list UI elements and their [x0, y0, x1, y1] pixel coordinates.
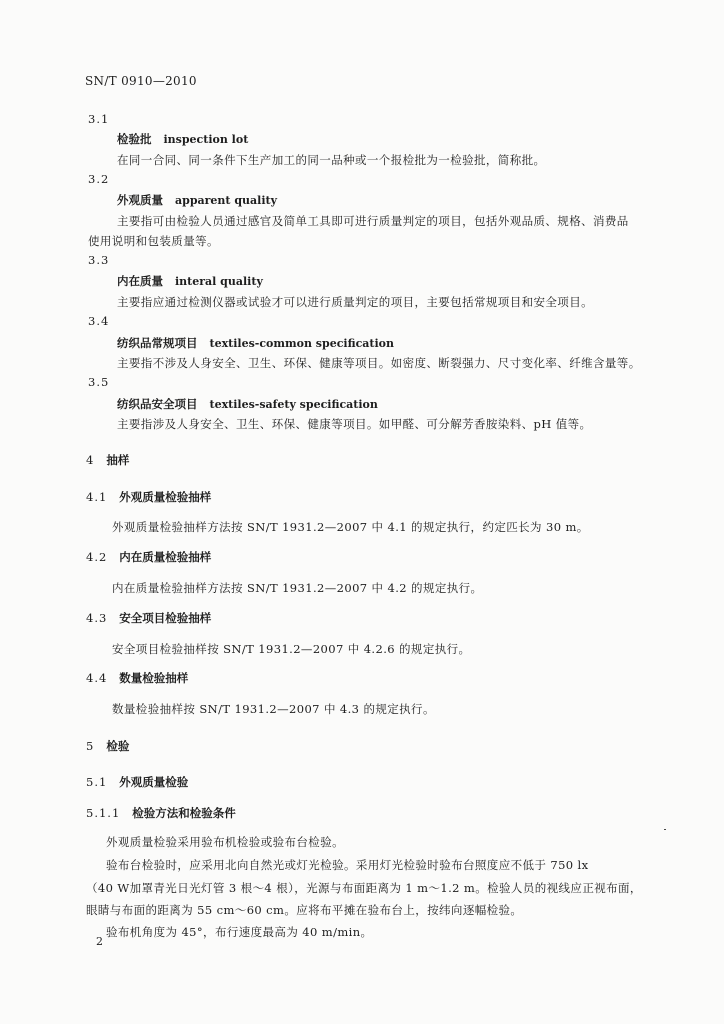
term-cn: 内在质量: [117, 274, 163, 288]
definition-text: 主要指可由检验人员通过感官及简单工具即可进行质量判定的项目，包括外观品质、规格、消费品: [117, 214, 629, 228]
subsection-heading: 5.1.1 检验方法和检验条件: [86, 806, 236, 820]
paragraph: 内在质量检验抽样方法按 SN/T 1931.2—2007 中 4.2 的规定执行。: [112, 581, 483, 595]
subsection-heading: 4.1 外观质量检验抽样: [86, 490, 212, 504]
paragraph: 数量检验抽样按 SN/T 1931.2—2007 中 4.3 的规定执行。: [112, 702, 435, 716]
term-cn: 检验批: [117, 132, 152, 146]
scan-speck: [664, 829, 666, 830]
term-en: inspection lot: [163, 133, 249, 146]
subsection-heading: 4.3 安全项目检验抽样: [86, 611, 212, 625]
term-heading: [117, 273, 263, 289]
definition-text: 主要指应通过检测仪器或试验才可以进行质量判定的项目，主要包括常规项目和安全项目。: [117, 295, 593, 309]
clause-number: 3.5: [88, 375, 110, 389]
term-en: apparent quality: [175, 194, 277, 207]
section-heading: 5 检验: [86, 739, 130, 753]
standard-code: SN/T 0910—2010: [85, 74, 197, 88]
definition-text: 使用说明和包装质量等。: [88, 234, 219, 248]
definition-text: 主要指不涉及人身安全、卫生、环保、健康等项目。如密度、断裂强力、尺寸变化率、纤维含量等。: [117, 356, 641, 370]
paragraph: 外观质量检验抽样方法按 SN/T 1931.2—2007 中 4.1 的规定执行，约定匹长为 30 m。: [112, 520, 589, 534]
term-cn: 外观质量: [117, 193, 163, 207]
clause-number: 3.1: [88, 112, 110, 126]
definition-text: 主要指涉及人身安全、卫生、环保、健康等项目。如甲醛、可分解芳香胺染料、pH 值等。: [117, 417, 592, 431]
term-heading: [117, 335, 394, 351]
section-heading: 4 抽样: [86, 453, 130, 467]
term-en: textiles-common specification: [209, 337, 394, 350]
term-cn: 纺织品安全项目: [117, 397, 198, 411]
paragraph-line: 验布台检验时，应采用北向自然光或灯光检验。采用灯光检验时验布台照度应不低于 750 lx: [106, 858, 589, 872]
paragraph: 安全项目检验抽样按 SN/T 1931.2—2007 中 4.2.6 的规定执行。: [112, 642, 471, 656]
term-heading: [117, 131, 248, 147]
clause-number: 3.4: [88, 314, 110, 328]
term-heading: [117, 192, 277, 208]
subsection-heading: 5.1 外观质量检验: [86, 775, 189, 789]
paragraph-line: 眼睛与布面的距离为 55 cm～60 cm。应将布平摊在验布台上，按纬向逐幅检验。: [86, 903, 523, 917]
term-en: textiles-safety specification: [209, 398, 378, 411]
term-en: interal quality: [175, 275, 263, 288]
definition-text: 在同一合同、同一条件下生产加工的同一品种或一个报检批为一检验批，简称批。: [117, 153, 546, 167]
paragraph-line: （40 W加罩青光日光灯管 3 根～4 根），光源与布面距离为 1 m～1.2 m。检验人员的视线应正视布面，: [86, 881, 642, 895]
subsection-heading: 4.2 内在质量检验抽样: [86, 550, 212, 564]
term-heading: [117, 396, 378, 412]
term-cn: 纺织品常规项目: [117, 336, 198, 350]
paragraph-line: 验布机角度为 45°，布行速度最高为 40 m/min。: [106, 925, 373, 939]
clause-number: 3.2: [88, 172, 110, 186]
paragraph-line: 外观质量检验采用验布机检验或验布台检验。: [106, 835, 344, 849]
page-number: 2: [96, 935, 103, 948]
subsection-heading: 4.4 数量检验抽样: [86, 671, 189, 685]
clause-number: 3.3: [88, 253, 110, 267]
